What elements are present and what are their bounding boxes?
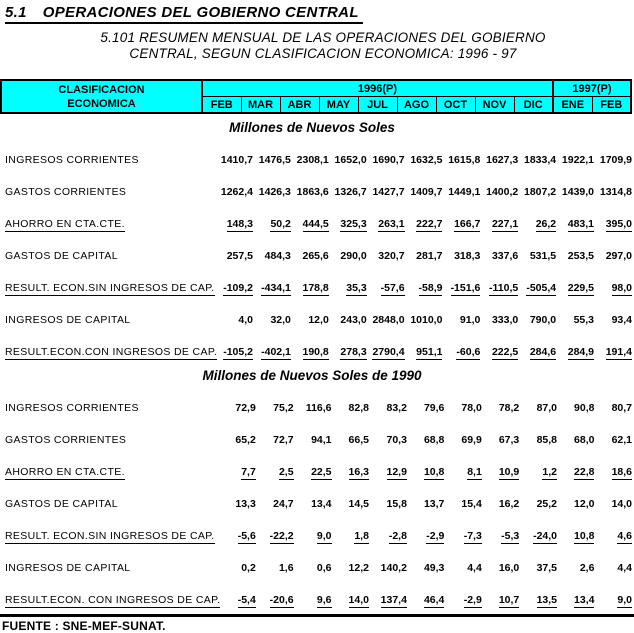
month-header: OCT — [436, 97, 475, 114]
cell-value: 137,4 — [380, 594, 407, 606]
cell-value: 72,9 — [235, 402, 256, 414]
classification-line-1: CLASIFICACION — [58, 83, 145, 96]
month-header: DIC — [514, 97, 553, 114]
cell-value: 257,5 — [226, 250, 253, 262]
cell-value: 16,3 — [348, 466, 369, 478]
year-1997-header: 1997(P) — [553, 80, 631, 97]
cell-value: 140,2 — [380, 562, 407, 574]
month-header: FEB — [202, 97, 241, 114]
cell-value: -402,1 — [261, 346, 291, 358]
cell-value: 1807,2 — [524, 186, 557, 198]
cell-value: 1690,7 — [372, 154, 405, 166]
cell-value: 278,3 — [340, 346, 367, 358]
cell-value: 78,0 — [461, 402, 482, 414]
cell-value: 1833,4 — [524, 154, 557, 166]
cell-value: 191,4 — [605, 346, 632, 358]
cell-value: -434,1 — [261, 282, 291, 294]
cell-value: 148,3 — [226, 218, 253, 230]
row-label: INGRESOS DE CAPITAL — [5, 562, 131, 574]
cell-value: 67,3 — [498, 434, 520, 446]
month-header: MAR — [241, 97, 280, 114]
cell-value: 0,2 — [241, 562, 256, 574]
cell-value: 2848,0 — [372, 314, 405, 326]
section-number: 5.1 — [5, 4, 27, 21]
cell-value: 0,6 — [316, 562, 332, 574]
cell-value: 13,3 — [235, 498, 256, 510]
cell-value: 66,5 — [348, 434, 369, 446]
cell-value: 320,7 — [378, 250, 405, 262]
table-row — [2, 386, 634, 418]
section-heading: Millones de Nuevos Soles de 1990 — [202, 368, 422, 383]
cell-value: 484,3 — [264, 250, 291, 262]
cell-value: 263,1 — [378, 218, 405, 230]
cell-value: 229,5 — [567, 282, 595, 294]
table-row — [2, 330, 634, 362]
cell-value: 37,5 — [536, 562, 558, 574]
table-row — [2, 266, 634, 298]
table-row — [2, 514, 634, 546]
section-heading: Millones de Nuevos Soles — [229, 120, 395, 135]
cell-value: 46,4 — [423, 594, 445, 606]
cell-value: 1409,7 — [410, 186, 443, 198]
cell-value: 10,8 — [574, 530, 595, 542]
page-title-block — [5, 4, 363, 24]
cell-value: 166,7 — [454, 218, 481, 230]
cell-value: 444,5 — [302, 218, 329, 230]
cell-value: 55,3 — [573, 314, 595, 326]
cell-value: 32,0 — [270, 314, 291, 326]
cell-value: 12,9 — [386, 466, 407, 478]
row-label: RESULT.ECON.CON INGRESOS DE CAP. — [5, 346, 218, 358]
table-row — [2, 298, 634, 330]
cell-value: 22,8 — [574, 466, 595, 478]
cell-value: 1427,7 — [372, 186, 405, 198]
cell-value: 12,0 — [574, 498, 595, 510]
cell-value: 13,4 — [311, 498, 332, 510]
table-row — [2, 450, 634, 482]
cell-value: 265,6 — [302, 250, 329, 262]
cell-value: 1709,9 — [599, 154, 632, 166]
row-label: GASTOS CORRIENTES — [5, 186, 127, 198]
month-header: ENE — [553, 97, 592, 114]
cell-value: 82,8 — [348, 402, 369, 414]
row-label: INGRESOS CORRIENTES — [5, 154, 139, 166]
cell-value: 1632,5 — [410, 154, 443, 166]
cell-value: 1400,2 — [486, 186, 519, 198]
subtitle-line-2: CENTRAL, SEGUN CLASIFICACION ECONOMICA: 1996 - 97 — [129, 46, 517, 61]
cell-value: 14,5 — [348, 498, 369, 510]
cell-value: 75,2 — [273, 402, 294, 414]
cell-value: 1326,7 — [334, 186, 367, 198]
cell-value: 1262,4 — [220, 186, 253, 198]
table-row — [2, 578, 634, 610]
cell-value: 12,0 — [308, 314, 329, 326]
cell-value: 26,2 — [535, 218, 557, 230]
cell-value: 93,4 — [611, 314, 632, 326]
row-label: AHORRO EN CTA.CTE. — [5, 466, 125, 478]
cell-value: -20,6 — [269, 594, 294, 606]
cell-value: 281,7 — [416, 250, 443, 262]
cell-value: 190,8 — [302, 346, 329, 358]
row-label: RESULT. ECON.SIN INGRESOS DE CAP. — [5, 282, 215, 294]
cell-value: 72,7 — [273, 434, 294, 446]
cell-value: 1439,0 — [561, 186, 595, 198]
cell-value: 2790,4 — [372, 346, 405, 358]
month-header: JUL — [358, 97, 397, 114]
cell-value: -60,6 — [456, 346, 481, 358]
cell-value: 9,0 — [617, 594, 632, 606]
cell-value: 253,5 — [567, 250, 595, 262]
cell-value: 65,2 — [235, 434, 256, 446]
cell-value: -151,6 — [450, 282, 481, 294]
cell-value: 222,5 — [491, 346, 519, 358]
cell-value: 337,6 — [491, 250, 519, 262]
cell-value: 227,1 — [491, 218, 519, 230]
cell-value: 222,7 — [416, 218, 443, 230]
cell-value: 10,8 — [423, 466, 445, 478]
subtitle-line-1: 5.101 RESUMEN MENSUAL DE LAS OPERACIONES DEL GOBIERNO — [100, 30, 546, 45]
cell-value: -2,9 — [426, 530, 445, 542]
classification-line-2: ECONOMICA — [67, 97, 136, 110]
cell-value: -2,9 — [463, 594, 482, 606]
cell-value: 951,1 — [416, 346, 443, 358]
row-label: RESULT.ECON. CON INGRESOS DE CAP. — [5, 594, 221, 606]
page-title: OPERACIONES DEL GOBIERNO CENTRAL — [42, 4, 359, 21]
cell-value: 14,0 — [348, 594, 369, 606]
cell-value: 15,8 — [386, 498, 407, 510]
cell-value: 483,1 — [567, 218, 595, 230]
cell-value: 79,6 — [423, 402, 445, 414]
cell-value: 80,7 — [611, 402, 632, 414]
cell-value: 4,4 — [467, 562, 482, 574]
cell-value: 395,0 — [605, 218, 632, 230]
cell-value: -57,6 — [380, 282, 405, 294]
month-header: ABR — [280, 97, 319, 114]
cell-value: 1449,1 — [448, 186, 481, 198]
cell-value: 35,3 — [346, 282, 367, 294]
cell-value: 1010,0 — [410, 314, 443, 326]
cell-value: 284,6 — [529, 346, 557, 358]
table-row — [2, 138, 634, 170]
cell-value: -24,0 — [533, 530, 558, 542]
cell-value: 68,0 — [574, 434, 595, 446]
cell-value: -58,9 — [418, 282, 443, 294]
cell-value: 4,0 — [238, 314, 253, 326]
cell-value: -110,5 — [489, 282, 519, 294]
cell-value: 87,0 — [536, 402, 558, 414]
cell-value: 10,7 — [498, 594, 520, 606]
cell-value: 2,5 — [278, 466, 294, 478]
data-table — [2, 138, 634, 362]
cell-value: 1,2 — [542, 466, 558, 478]
cell-value: 1863,6 — [296, 186, 329, 198]
table-row — [2, 546, 634, 578]
cell-value: 16,0 — [498, 562, 520, 574]
cell-value: 18,6 — [611, 466, 632, 478]
cell-value: 1652,0 — [334, 154, 367, 166]
page-subtitle — [0, 30, 634, 62]
cell-value: 9,0 — [316, 530, 332, 542]
cell-value: 284,9 — [567, 346, 595, 358]
title-row — [0, 0, 634, 24]
row-label: GASTOS DE CAPITAL — [5, 498, 118, 510]
cell-value: 2308,1 — [296, 154, 329, 166]
cell-value: -2,8 — [388, 530, 407, 542]
cell-value: 1410,7 — [220, 154, 253, 166]
cell-value: 13,4 — [574, 594, 595, 606]
cell-value: 1,6 — [278, 562, 294, 574]
cell-value: 70,3 — [386, 434, 407, 446]
cell-value: 15,4 — [461, 498, 482, 510]
cell-value: -105,2 — [223, 346, 253, 358]
cell-value: 50,2 — [270, 218, 291, 230]
cell-value: 1426,3 — [258, 186, 291, 198]
cell-value: 9,6 — [316, 594, 332, 606]
cell-value: 790,0 — [529, 314, 557, 326]
table-row — [2, 234, 634, 266]
cell-value: 290,0 — [340, 250, 367, 262]
table-row — [2, 170, 634, 202]
cell-value: 4,4 — [617, 562, 632, 574]
cell-value: 10,9 — [498, 466, 520, 478]
cell-value: 22,5 — [311, 466, 332, 478]
cell-value: 91,0 — [459, 314, 481, 326]
cell-value: 14,0 — [611, 498, 632, 510]
cell-value: 13,5 — [536, 594, 558, 606]
cell-value: 178,8 — [302, 282, 329, 294]
cell-value: 49,3 — [423, 562, 445, 574]
row-label: INGRESOS CORRIENTES — [5, 402, 139, 414]
table-row — [2, 482, 634, 514]
data-table — [2, 386, 634, 610]
cell-value: 325,3 — [340, 218, 367, 230]
table-row — [2, 202, 634, 234]
row-label: GASTOS CORRIENTES — [5, 434, 127, 446]
cell-value: 25,2 — [536, 498, 558, 510]
table-row — [2, 418, 634, 450]
cell-value: 7,7 — [241, 466, 256, 478]
month-header: FEB — [600, 98, 623, 111]
cell-value: 8,1 — [467, 466, 482, 478]
cell-value: 94,1 — [311, 434, 332, 446]
classification-header — [1, 80, 202, 113]
cell-value: 83,2 — [386, 402, 407, 414]
cell-value: 1922,1 — [561, 154, 595, 166]
month-header: AGO — [397, 97, 436, 114]
cell-value: -5,4 — [237, 594, 256, 606]
cell-value: 16,2 — [498, 498, 520, 510]
source-note: FUENTE : SNE-MEF-SUNAT. — [2, 619, 166, 633]
cell-value: 13,7 — [423, 498, 445, 510]
cell-value: 297,0 — [605, 250, 632, 262]
cell-value: -5,6 — [237, 530, 256, 542]
cell-value: -109,2 — [223, 282, 253, 294]
cell-value: 333,0 — [491, 314, 519, 326]
cell-value: 62,1 — [611, 434, 632, 446]
row-label: RESULT. ECON.SIN INGRESOS DE CAP. — [5, 530, 215, 542]
cell-value: 531,5 — [529, 250, 557, 262]
cell-value: 98,0 — [611, 282, 632, 294]
cell-value: 1314,8 — [599, 186, 632, 198]
cell-value: 318,3 — [454, 250, 481, 262]
cell-value: 1627,3 — [486, 154, 519, 166]
cell-value: 4,6 — [617, 530, 632, 542]
table-header — [0, 79, 632, 114]
cell-value: 69,9 — [461, 434, 482, 446]
cell-value: 78,2 — [498, 402, 520, 414]
cell-value: -5,3 — [501, 530, 520, 542]
month-header: NOV — [475, 97, 514, 114]
row-label: INGRESOS DE CAPITAL — [5, 314, 131, 326]
row-label: GASTOS DE CAPITAL — [5, 250, 118, 262]
cell-value: 1615,8 — [448, 154, 481, 166]
cell-value: -505,4 — [526, 282, 557, 294]
cell-value: 1,8 — [354, 530, 369, 542]
cell-value: 24,7 — [273, 498, 294, 510]
cell-value: 85,8 — [536, 434, 558, 446]
cell-value: 12,2 — [348, 562, 369, 574]
cell-value: -7,3 — [463, 530, 482, 542]
cell-value: 90,8 — [574, 402, 595, 414]
cell-value: 116,6 — [305, 402, 332, 414]
row-label: AHORRO EN CTA.CTE. — [5, 218, 125, 230]
cell-value: 1476,5 — [258, 154, 291, 166]
cell-value: -22,2 — [269, 530, 294, 542]
cell-value: 243,0 — [340, 314, 367, 326]
year-1996-header: 1996(P) — [202, 80, 553, 97]
table-body-sections — [0, 120, 634, 610]
cell-value: 68,8 — [423, 434, 445, 446]
month-header: MAY — [319, 97, 358, 114]
cell-value: 2,6 — [579, 562, 595, 574]
